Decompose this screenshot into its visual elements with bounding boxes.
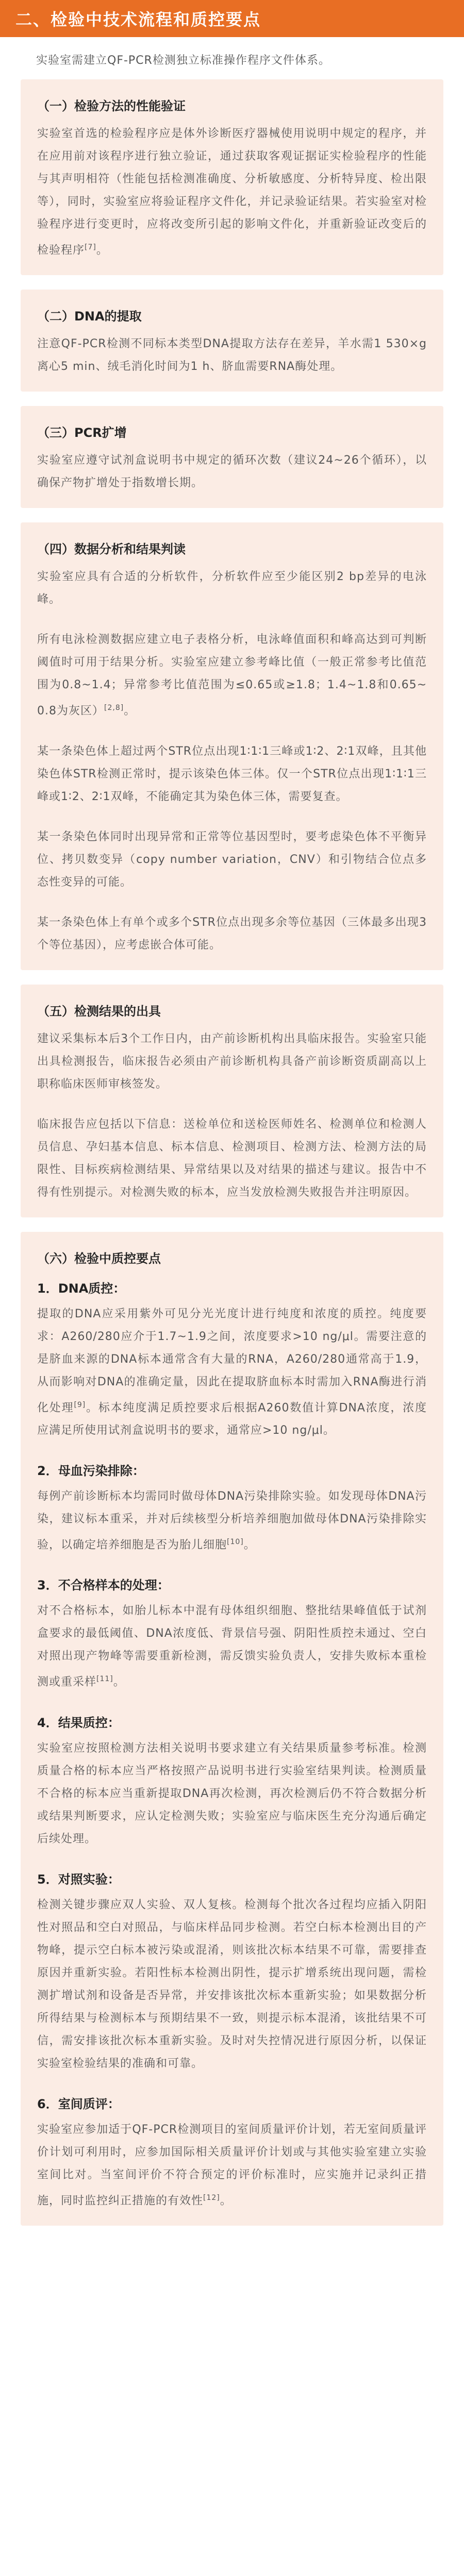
paragraph: 实验室应参加适于QF-PCR检测项目的室间质量评价计划，若无室间质量评价计划可利用时，应参加国际相关质量评价计划或与其他实验室建立实验室间比对。当室间评价不符合预定的评价标准时，应实施并记录纠正措施，同时监控纠正措施的有效性[12]。	[37, 2123, 427, 2207]
paragraph: 每例产前诊断标本均需同时做母体DNA污染排除实验。如发现母体DNA污染，建议标本重采，并对后续核型分析培养细胞加做母体DNA污染排除实验，以确定培养细胞是否为胎儿细胞[10]。	[37, 1489, 427, 1552]
paragraph: 注意QF-PCR检测不同标本类型DNA提取方法存在差异，羊水需1 530×g离心5 min、绒毛消化时间为1 h、脐血需要RNA酶处理。	[37, 337, 427, 374]
paragraph: 某一条染色体上超过两个STR位点出现1∶1∶1三峰或1∶2、2∶1双峰，且其他染色体STR检测正常时，提示该染色体三体。仅一个STR位点出现1∶1∶1三峰或1∶2、2∶1双峰，不能确定其为染色体三体，需要复查。	[37, 744, 427, 803]
section-title: （六）检验中质控要点	[37, 1251, 161, 1266]
citation: [2,8]	[104, 704, 124, 713]
paragraph: 某一条染色体同时出现异常和正常等位基因型时，要考虑染色体不平衡异位、拷贝数变异（copy number variation，CNV）和引物结合位点多态性变异的可能。	[37, 830, 427, 889]
paragraph: 实验室首选的检验程序应是体外诊断医疗器械使用说明中规定的程序，并在应用前对该程序进行独立验证，通过获取客观证据证实检验程序的性能与其声明相符（性能包括检测准确度、分析敏感度、分析特异度、检出限等），同时，实验室应将验证程序文件化，并记录验证结果。若实验室对检验程序进行变更时，应将改变所引起的影响文件化，并重新验证改变后的检验程序[7]。	[37, 127, 427, 257]
intro-text: 实验室需建立QF-PCR检测独立标准操作程序文件体系。	[36, 54, 330, 67]
section-title: （二）DNA的提取	[37, 309, 142, 324]
paragraph: 实验室应遵守试剂盒说明书中规定的循环次数（建议24~26个循环），以确保产物扩增处于指数增长期。	[37, 454, 427, 490]
section-title: （五）检测结果的出具	[37, 1004, 161, 1019]
subsection-title: 4．结果质控：	[37, 1715, 120, 1730]
subsection-title: 1．DNA质控：	[37, 1281, 126, 1296]
section-title: （一）检验方法的性能验证	[37, 99, 186, 113]
paragraph: 提取的DNA应采用紫外可见分光光度计进行纯度和浓度的质控。纯度要求：A260/280应介于1.7~1.9之间，浓度要求>10 ng/μl。需要注意的是脐血来源的DNA标本通常含有大量的RNA，A260/280通常高于1.9，从而影响对DNA的准确定量，因此在提取脐血标本时需加入RNA酶进行消化处理[9]。标本纯度满足质控要求后根据A260数值计算DNA浓度，浓度应满足所使用试剂盒说明书的要求，通常应>10 ng/μl。	[37, 1307, 427, 1437]
subsection-title: 6．室间质评：	[37, 2096, 120, 2111]
paragraph: 所有电泳检测数据应建立电子表格分析，电泳峰值面积和峰高达到可判断阈值时可用于结果分析。实验室应建立参考峰比值（一般正常参考比值范围为0.8~1.4；异常参考比值范围为≤0.65或≥1.8；1.4~1.8和0.65~0.8为灰区）[2,8]。	[37, 633, 427, 718]
card-qc-points	[21, 1232, 443, 2226]
paragraph: 建议采集标本后3个工作日内，由产前诊断机构出具临床报告。实验室只能出具检测报告，临床报告必须由产前诊断机构具备产前诊断资质副高以上职称临床医师审核签发。	[37, 1032, 427, 1091]
content-area	[0, 37, 464, 2226]
card-method-validation	[21, 79, 443, 275]
subsection-title: 3．不合格样本的处理：	[37, 1578, 170, 1593]
citation: [12]	[203, 2193, 220, 2202]
paragraph: 临床报告应包括以下信息：送检单位和送检医师姓名、检测单位和检测人员信息、孕妇基本信息、标本信息、检测项目、检测方法、检测方法的局限性、目标疾病检测结果、异常结果以及对结果的描述与建议。报告中不得有性别提示。对检测失败的标本，应当发放检测失败报告并注明原因。	[37, 1117, 427, 1199]
card-pcr	[21, 406, 443, 508]
citation: [10]	[227, 1537, 244, 1546]
paragraph: 对不合格标本，如胎儿标本中混有母体组织细胞、整批结果峰值低于试剂盒要求的最低阈值、DNA浓度低、背景信号强、阴阳性质控未通过、空白对照出现产物峰等需要重新检测，需反馈实验负责人，安排失败标本重检测或重采样[11]。	[37, 1604, 427, 1689]
card-data-analysis	[21, 522, 443, 970]
subsection-title: 2．母血污染排除：	[37, 1463, 145, 1478]
subsection-title: 5．对照实验：	[37, 1872, 120, 1887]
card-dna-extraction	[21, 290, 443, 392]
citation: [11]	[96, 1675, 113, 1684]
paragraph: 实验室应具有合适的分析软件，分析软件应至少能区别2 bp差异的电泳峰。	[37, 570, 427, 606]
section-header-title: 二、检验中技术流程和质控要点	[15, 10, 261, 29]
section-header	[0, 0, 464, 37]
section-title: （三）PCR扩增	[37, 426, 127, 440]
section-title: （四）数据分析和结果判读	[37, 542, 186, 557]
paragraph: 某一条染色体上有单个或多个STR位点出现多余等位基因（三体最多出现3个等位基因），应考虑嵌合体可能。	[37, 916, 427, 952]
paragraph: 检测关键步骤应双人实验、双人复核。检测每个批次各过程均应插入阴阳性对照品和空白对照品，与临床样品同步检测。若空白标本检测出目的产物峰，提示空白标本被污染或混淆，则该批次标本结果不可靠，需要排查原因并重新实验。若阳性标本检测出阴性，提示扩增系统出现问题，需检测扩增试剂和设备是否异常，并安排该批次标本重新实验；如果数据分析所得结果与检测标本与预期结果不一致，则提示标本混淆，该批结果不可信，需安排该批次标本重新实验。及时对失控情况进行原因分析，以保证实验室检验结果的准确和可靠。	[37, 1898, 427, 2070]
citation: [7]	[85, 243, 96, 251]
paragraph: 实验室应按照检测方法相关说明书要求建立有关结果质量参考标准。检测质量合格的标本应当严格按照产品说明书进行实验室结果判读。检测质量不合格的标本应当重新提取DNA再次检测，再次检测后仍不符合数据分析或结果判断要求，应认定检测失败；实验室应与临床医生充分沟通后确定后续处理。	[37, 1741, 427, 1845]
card-result-report	[21, 985, 443, 1217]
citation: [9]	[74, 1400, 86, 1409]
